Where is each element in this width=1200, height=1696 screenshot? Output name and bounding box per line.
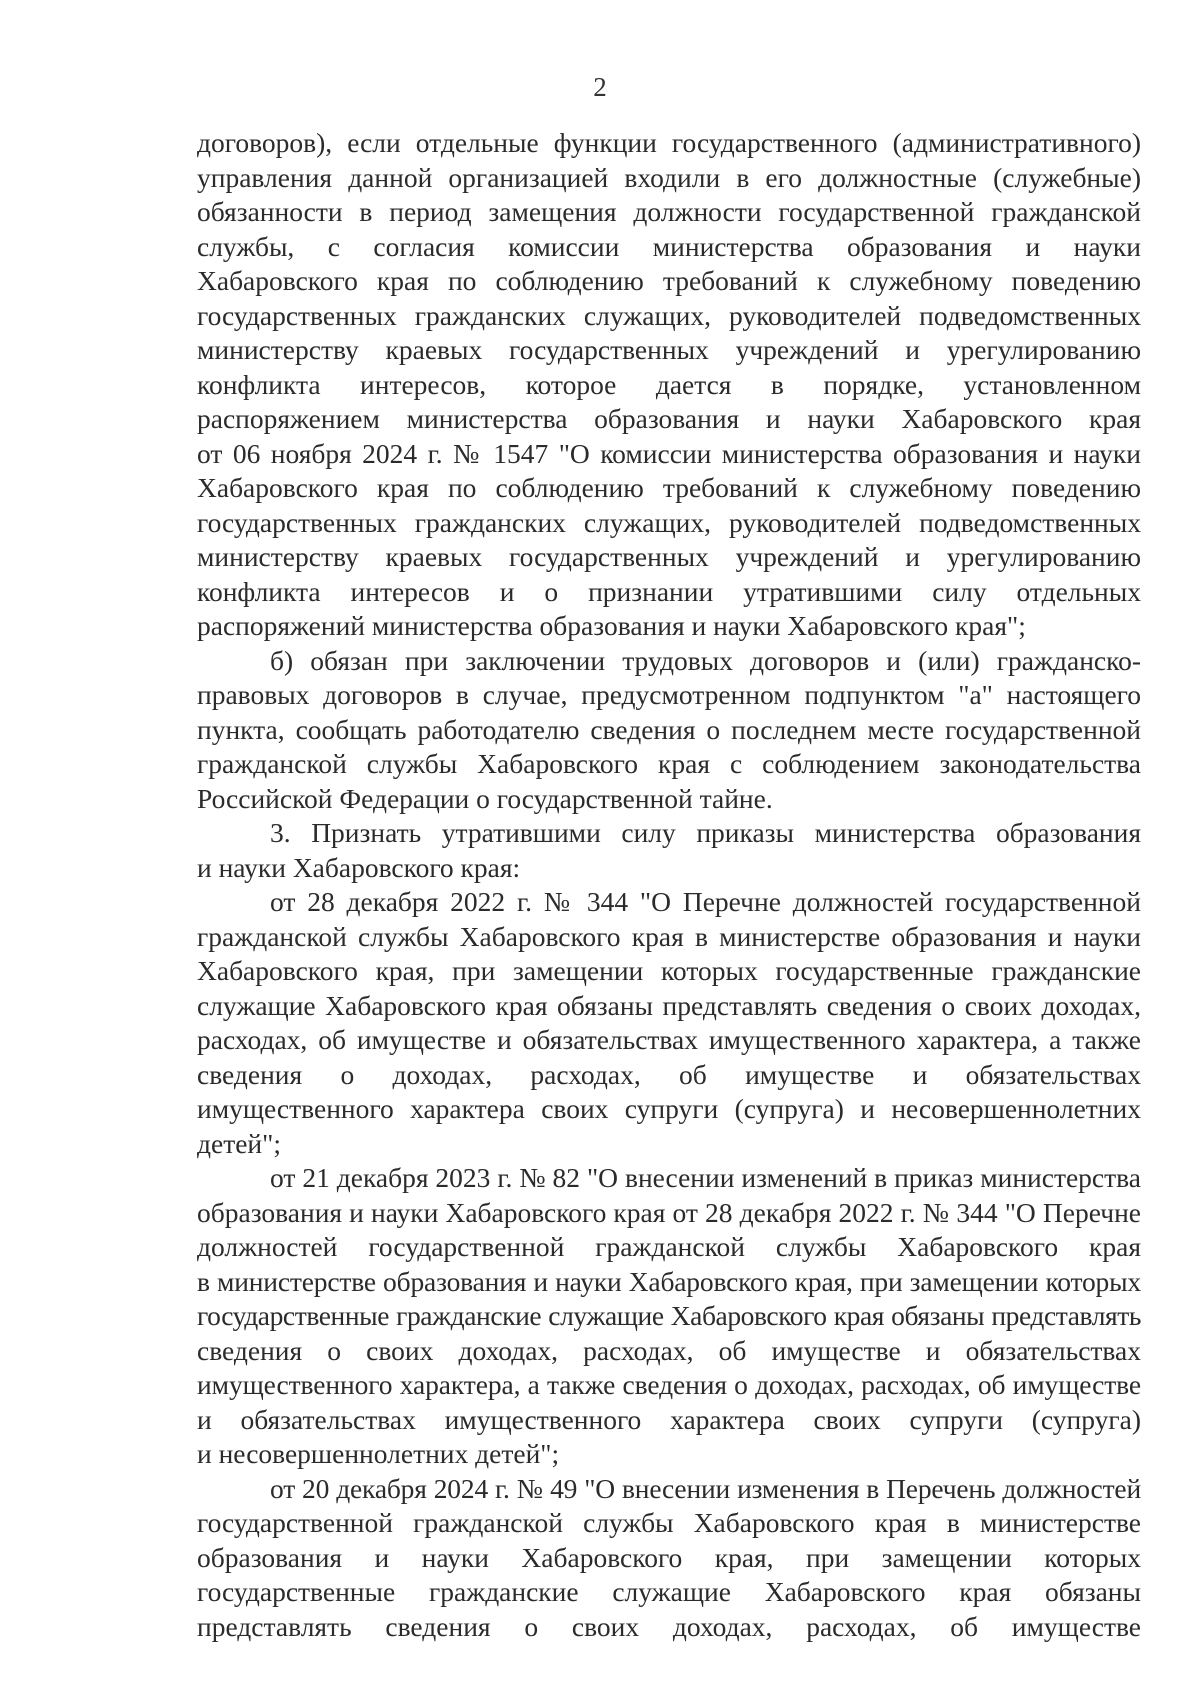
paragraph bbox=[197, 816, 1141, 885]
text-line: от 20 декабря 2024 г. № 49 "О внесении изменения в Перечень должностей bbox=[270, 1472, 1141, 1504]
text-line: государственных гражданских служащих, руководителей подведомственных bbox=[197, 506, 1141, 538]
text-line: должностей государственной гражданской службы Хабаровского края bbox=[197, 1231, 1141, 1262]
document-body bbox=[197, 126, 1141, 1644]
text-line: и несовершеннолетних детей"; bbox=[197, 1438, 560, 1469]
text-line: обязанности в период замещения должности государственной гражданской bbox=[197, 196, 1141, 227]
text-line: б) обязан при заключении трудовых договоров и (или) гражданско- bbox=[270, 644, 1141, 676]
text-line: пункта, сообщать работодателю сведения о последнем месте государственной bbox=[197, 713, 1141, 745]
text-line: конфликта интересов, которое дается в порядке, установленном bbox=[197, 368, 1141, 400]
text-line: имущественного характера, а также сведения о доходах, расходах, об имуществе bbox=[197, 1369, 1141, 1400]
text-line: образования и науки Хабаровского края от 28 декабря 2022 г. № 344 "О Перечне bbox=[197, 1196, 1141, 1228]
text-line: представлять сведения о своих доходах, расходах, об имуществе bbox=[197, 1610, 1141, 1642]
text-line: детей"; bbox=[197, 1127, 282, 1159]
text-line: гражданской службы Хабаровского края в министерстве образования и науки bbox=[197, 920, 1141, 952]
text-line: министерству краевых государственных учреждений и урегулированию bbox=[197, 541, 1141, 572]
paragraph bbox=[197, 126, 1141, 644]
text-line: Хабаровского края, при замещении которых государственные гражданские bbox=[197, 955, 1141, 986]
text-line: распоряжений министерства образования и науки Хабаровского края"; bbox=[197, 610, 1026, 641]
text-line: Российской Федерации о государственной тайне. bbox=[197, 782, 773, 814]
text-line: управления данной организацией входили в его должностные (служебные) bbox=[197, 161, 1141, 193]
text-line: от 06 ноября 2024 г. № 1547 "О комиссии министерства образования и науки bbox=[197, 437, 1141, 469]
text-line: государственной гражданской службы Хабаровского края в министерстве bbox=[197, 1507, 1141, 1538]
text-line: расходах, об имуществе и обязательствах имущественного характера, а также bbox=[197, 1024, 1141, 1055]
text-line: 3. Признать утратившими силу приказы министерства образования bbox=[270, 817, 1141, 848]
text-line: государственные гражданские служащие Хабаровского края обязаны представлять bbox=[197, 1300, 1141, 1331]
paragraph bbox=[197, 644, 1141, 817]
text-line: в министерстве образования и науки Хабаровского края, при замещении которых bbox=[197, 1265, 1141, 1297]
text-line: от 28 декабря 2022 г. № 344 "О Перечне должностей государственной bbox=[270, 886, 1141, 917]
text-line: гражданской службы Хабаровского края с соблюдением законодательства bbox=[197, 748, 1141, 779]
text-line: Хабаровского края по соблюдению требований к служебному поведению bbox=[197, 265, 1141, 296]
text-line: и науки Хабаровского края: bbox=[197, 851, 521, 883]
text-line: конфликта интересов и о признании утратившими силу отдельных bbox=[197, 575, 1141, 607]
text-line: распоряжением министерства образования и науки Хабаровского края bbox=[197, 403, 1141, 434]
text-line: государственные гражданские служащие Хабаровского края обязаны bbox=[197, 1576, 1141, 1607]
paragraph bbox=[197, 885, 1141, 1161]
text-line: и обязательствах имущественного характера своих супруги (супруга) bbox=[197, 1403, 1141, 1435]
text-line: министерству краевых государственных учреждений и урегулированию bbox=[197, 334, 1141, 365]
text-line: договоров), если отдельные функции государственного (административного) bbox=[197, 127, 1141, 158]
text-line: образования и науки Хабаровского края, при замещении которых bbox=[197, 1541, 1141, 1573]
text-line: государственных гражданских служащих, руководителей подведомственных bbox=[197, 299, 1141, 331]
text-line: сведения о своих доходах, расходах, об имуществе и обязательствах bbox=[197, 1334, 1141, 1366]
text-line: Хабаровского края по соблюдению требований к служебному поведению bbox=[197, 472, 1141, 503]
paragraph bbox=[197, 1472, 1141, 1645]
text-line: служащие Хабаровского края обязаны представлять сведения о своих доходах, bbox=[197, 989, 1141, 1021]
text-line: сведения о доходах, расходах, об имуществе и обязательствах bbox=[197, 1058, 1141, 1090]
paragraph bbox=[197, 1161, 1141, 1472]
text-line: имущественного характера своих супруги (супруга) и несовершеннолетних bbox=[197, 1093, 1141, 1124]
text-line: правовых договоров в случае, предусмотренном подпунктом "а" настоящего bbox=[197, 679, 1141, 710]
text-line: от 21 декабря 2023 г. № 82 "О внесении изменений в приказ министерства bbox=[270, 1162, 1141, 1193]
text-line: службы, с согласия комиссии министерства образования и науки bbox=[197, 230, 1141, 262]
page-number: 2 bbox=[593, 72, 607, 102]
